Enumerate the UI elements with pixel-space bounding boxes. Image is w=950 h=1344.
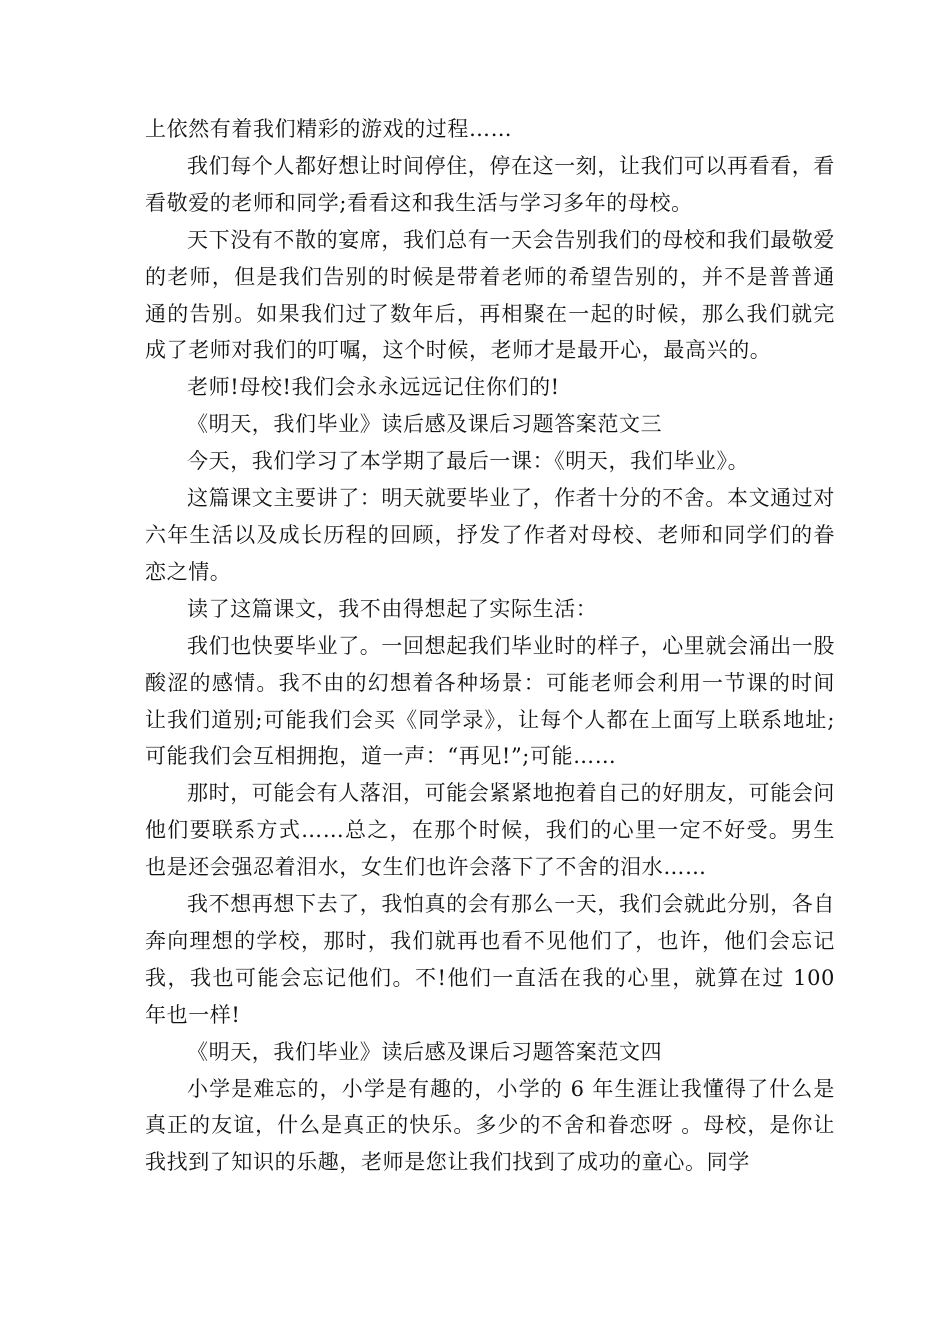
document-page xyxy=(145,111,835,1181)
paragraph-stop-time: 我们每个人都好想让时间停住，停在这一刻，让我们可以再看看，看看敬爱的老师和同学;看看这和我生活与学习多年的母校。 xyxy=(145,153,835,215)
paragraph-reflection-intro: 读了这篇课文，我不由得想起了实际生活： xyxy=(187,596,598,621)
paragraph-tears: 那时，可能会有人落泪，可能会紧紧地抱着自己的好朋友，可能会问他们要联系方式……总之，在那个时候，我们的心里一定不好受。男生也是还会强忍着泪水，女生们也许会落下了不舍的泪水…… xyxy=(145,781,835,880)
paragraph-farewell: 天下没有不散的宴席，我们总有一天会告别我们的母校和我们最敬爱的老师，但是我们告别的时候是带着老师的希望告别的，并不是普普通通的告别。如果我们过了数年后，再相聚在一起的时候，那么我们就完成了老师对我们的叮嘱，这个时候，老师才是最开心，最高兴的。 xyxy=(145,227,835,363)
paragraph-remember: 老师!母校!我们会永永远远记住你们的! xyxy=(187,375,560,400)
paragraph-primary-school: 小学是难忘的，小学是有趣的，小学的 6 年生涯让我懂得了什么是真正的友谊，什么是真正的快乐。多少的不舍和眷恋呀 。母校，是你让我找到了知识的乐趣，老师是您让我们找到了成功的童心。同学 xyxy=(145,1076,835,1175)
paragraph-never-forget: 我不想再想下去了，我怕真的会有那么一天，我们会就此分别，各自奔向理想的学校，那时，我们就再也看不见他们了，也许，他们会忘记我，我也可能会忘记他们。不!他们一直活在我的心里，就算在过 100 年也一样! xyxy=(145,892,835,1027)
section-heading-essay-3: 《明天，我们毕业》读后感及课后习题答案范文三 xyxy=(187,412,663,437)
paragraph-imagine-scenes: 我们也快要毕业了。一回想起我们毕业时的样子，心里就会涌出一股酸涩的感情。我不由的幻想着各种场景：可能老师会利用一节课的时间让我们道别;可能我们会买《同学录》，让每个人都在上面写上联系地址;可能我们会互相拥抱，道一声：“再见!”;可能…… xyxy=(145,633,835,769)
paragraph-summary: 这篇课文主要讲了：明天就要毕业了，作者十分的不舍。本文通过对六年生活以及成长历程的回顾，抒发了作者对母校、老师和同学们的眷恋之情。 xyxy=(145,486,835,584)
paragraph-continuation: 上依然有着我们精彩的游戏的过程…… xyxy=(145,117,513,141)
section-heading-essay-4: 《明天，我们毕业》读后感及课后习题答案范文四 xyxy=(187,1039,663,1064)
paragraph-last-lesson: 今天，我们学习了本学期了最后一课：《明天，我们毕业》。 xyxy=(187,449,750,474)
